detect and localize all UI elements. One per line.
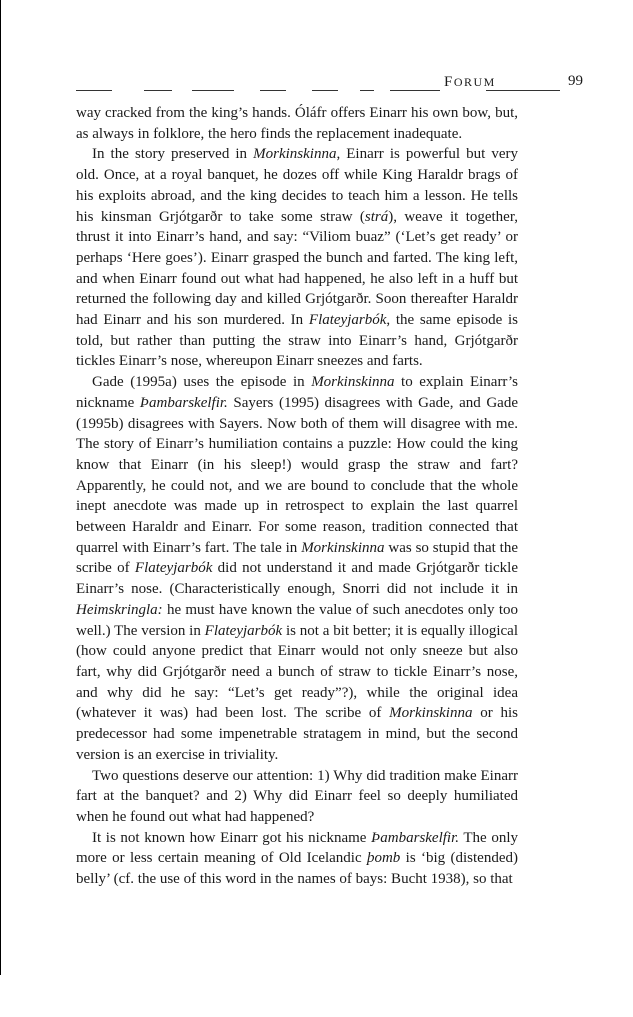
header-dash bbox=[486, 90, 560, 91]
text-run: Two questions deserve our attention: 1) Why did tradition make Einarr fart at the banquet? and 2) Why did Einarr feel so deeply humiliated when he found out what had happened? bbox=[76, 767, 518, 825]
text-run: Sayers (1995) disagrees with Gade, and Gade (1995b) disagrees with Sayers. Now both of them will disagree with me. The story of Einarr’s humiliation contains a puzzle: How could the king know that Einarr (in his sleep!) would grasp the straw and fart? Apparently, he could not, and we are bound to conclude that the whole inept anecdote was made up in retrospect to explain the last quarrel between Haraldr and Einarr. For some reason, tradition connected that quarrel with Einarr’s fart. The tale in bbox=[76, 394, 518, 556]
text-run: was so stupid that the scribe of bbox=[76, 539, 519, 577]
italic-text: Morkinskinna bbox=[253, 146, 337, 163]
page-edge-rule bbox=[0, 0, 1, 975]
header-dash bbox=[312, 90, 338, 91]
italic-text: Flateyjarbók bbox=[204, 622, 283, 639]
paragraph bbox=[76, 144, 518, 372]
header-dash bbox=[360, 90, 374, 91]
italic-text: þomb bbox=[366, 850, 401, 867]
running-header bbox=[76, 70, 583, 94]
italic-text: Morkinskinna bbox=[301, 539, 385, 556]
paragraph bbox=[76, 103, 518, 144]
text-run: The only more or less certain meaning of Old Icelandic bbox=[76, 829, 519, 867]
paragraph bbox=[76, 766, 518, 828]
text-run: It is not known how Einarr got his nickname bbox=[92, 829, 372, 846]
text-run: , Einarr is powerful but very old. Once, at a royal banquet, he dozes off while King Haraldr brags of his exploits abroad, and the king decides to teach him a lesson. He tells his kinsman Grjótgarðr to take some straw ( bbox=[76, 146, 518, 225]
paragraph bbox=[76, 372, 518, 765]
italic-text: Þambarskelfir. bbox=[139, 394, 228, 411]
text-run: , the same episode is told, but rather than putting the straw into Einarr’s hand, Grjótgarðr tickles Einarr’s nose, whereupon Einarr sneezes and farts. bbox=[76, 312, 518, 370]
italic-text: Flateyjarbók bbox=[308, 312, 387, 329]
header-dash bbox=[390, 90, 440, 91]
text-run: to explain Einarr’s nickname bbox=[76, 374, 518, 411]
text-run: Gade (1995a) uses the episode in bbox=[92, 374, 312, 391]
text-run: or his predecessor had some impenetrable stratagem in mind, but the second version is an exercise in triviality. bbox=[76, 705, 518, 763]
italic-text: Flateyjarbók bbox=[134, 560, 213, 577]
italic-text: Þambarskelfir. bbox=[371, 829, 460, 846]
page-number: 99 bbox=[568, 73, 583, 89]
paragraph bbox=[76, 828, 518, 890]
italic-text: Morkinskinna bbox=[311, 374, 395, 391]
text-run: ), weave it together, thrust it into Einarr’s hand, and say: “Viliom buaz” (‘Let’s get ready’ or perhaps ‘Here goes’). Einarr grasped the bunch and farted. The king left, and when Einarr found out what had happened, he also left in a huff but returned the following day and killed Grjótgarðr. Soon thereafter Haraldr had Einarr and his son murdered. In bbox=[76, 208, 518, 329]
header-dash bbox=[260, 90, 286, 91]
text-run: he must have known the value of such anecdotes only too well.) The version in bbox=[76, 601, 518, 639]
text-run: In the story preserved in bbox=[92, 146, 254, 163]
text-run: is ‘big (distended) belly’ (cf. the use of this word in the names of bays: Bucht 1938), so that bbox=[76, 850, 518, 888]
text-run: way cracked from the king’s hands. Óláfr offers Einarr his own bow, but, as always in folklore, the hero finds the replacement inadequate. bbox=[76, 105, 518, 142]
italic-text: strá bbox=[364, 208, 389, 225]
italic-text: Heimskringla: bbox=[76, 601, 163, 618]
header-dash bbox=[76, 90, 112, 91]
header-dash bbox=[144, 90, 172, 91]
italic-text: Morkinskinna bbox=[389, 705, 473, 722]
header-dash bbox=[192, 90, 234, 91]
text-run: did not understand it and made Grjótgarðr tickle Einarr’s nose. (Characteristically enough, Snorri did not include it in bbox=[76, 560, 518, 598]
running-header-title: FORUM bbox=[444, 74, 496, 90]
text-run: is not a bit better; it is equally illogical (how could anyone predict that Einarr would not only sneeze but also fart, why did Grjótgarðr need a bunch of straw to tickle Einarr’s nose, and why did he say: “Let’s get ready”?), while the original idea (whatever it was) had been lost. The scribe of bbox=[76, 622, 519, 722]
body-text bbox=[76, 103, 518, 890]
